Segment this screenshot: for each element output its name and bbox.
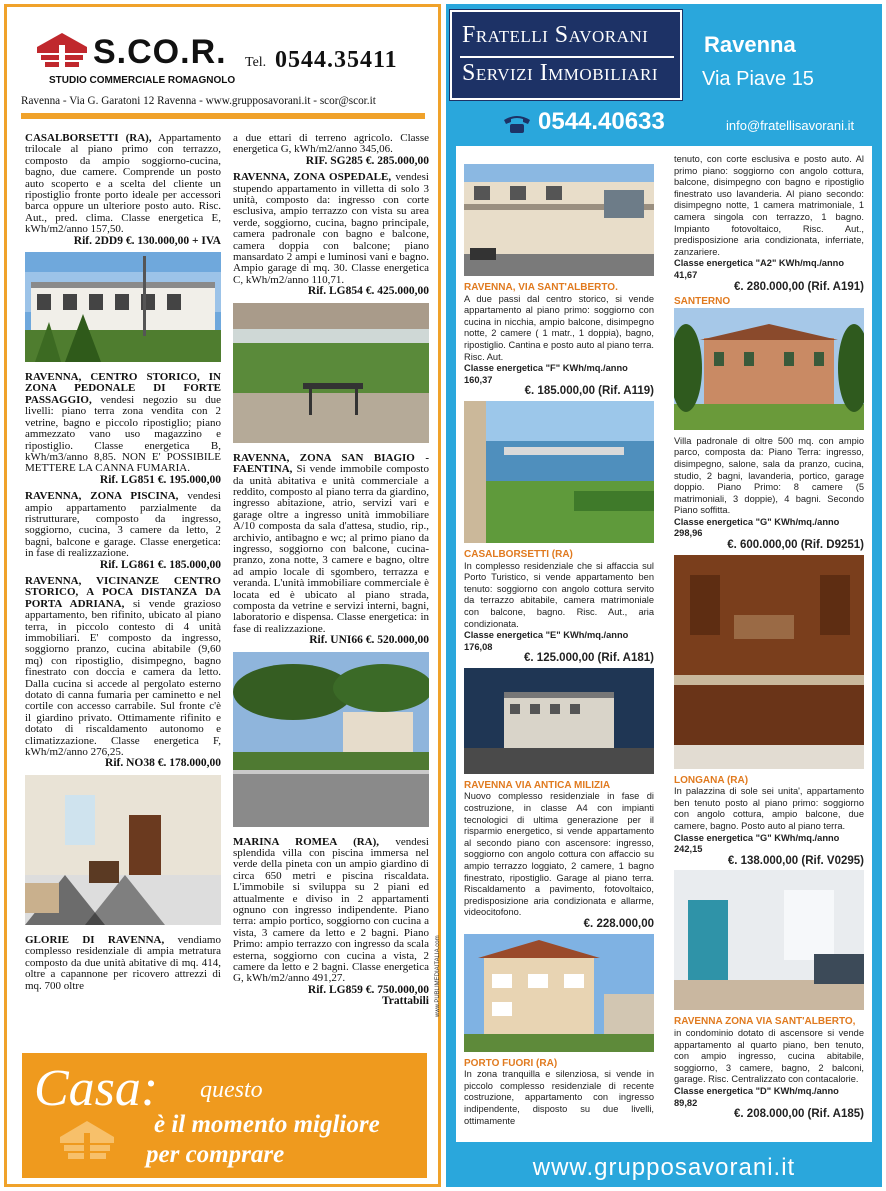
listing-ref: Rif. UNI66 €. 520.000,00: [309, 634, 429, 647]
listing: [25, 133, 221, 247]
listing-text: Villa padronale di oltre 500 mq. con ampio parco, composta da: Piano Terra: ingresso, disimpegno, salone, sala da pranzo, cucina, studio, 2 bagni, lavanderia, portico, garage doppio. Piano Primo: 8 camere (5 matrimoniali, 3 doppie), 4 bagni. Secondo Piano soffitta.: [674, 435, 864, 516]
listing-title: RAVENNA, ZONA PISCINA,: [25, 490, 179, 503]
listing-text: a due ettari di terreno agricolo. Classe energetica G, kWh/m2/anno 345,06.: [233, 132, 429, 156]
listing-price: €. 138.000,00 (Rif. V0295): [727, 854, 864, 867]
listing-price: €. 228.000,00: [583, 918, 654, 930]
listing-title: RAVENNA VIA ANTICA MILIZIA: [464, 779, 611, 791]
scor-tel-label: Tel.: [245, 55, 267, 70]
listing-ref-note: Trattabili: [381, 995, 429, 1008]
casa-banner: [22, 1053, 427, 1178]
listing-ref: RIF. SG285 €. 285.000,00: [305, 154, 429, 167]
logo-line-2: Servizi Immobiliari: [462, 60, 659, 86]
telephone-icon: [502, 114, 532, 134]
listing-text: si vende grazioso appartamento, ben rifinito, ubicato al piano terra, in piccolo contesto di 4 unità immobiliari. E' composto da ingresso, soggiorno pranzo, cucina abitabile (9,60 mq) con ripostiglio, disimpegno, bagno finestrato con doccia e camera da letto. Dalla cucina si accede al pergolato esterno dotato di canna fumaria per caminetto e nel cortile con accesso carrabile. Sul fronte c'è il giardino privato. Ottimamente rifinito e dotato di riscaldamento autonomo e climatizzazione. Classe energetica F, kWh/m2/anno 276,25.: [25, 597, 221, 759]
header-divider: [21, 113, 425, 119]
listing: [233, 837, 429, 1008]
listing-ref: Rif. LG854 €. 425.000,00: [307, 285, 429, 298]
listing-text: vendesi ampio appartamento parzialmente da ristrutturare, composto da ingresso, soggiorno, cucina, 3 camere da letto, 2 bagni, balcone e garage. Classe energetica: in fase di realizzazione.: [25, 490, 221, 560]
listing-price: €. 208.000,00 (Rif. A185): [734, 1108, 864, 1121]
listing-price: €. 280.000,00 (Rif. A191): [734, 280, 864, 293]
listing-title: RAVENNA, ZONA SAN BIAGIO - FAENTINA,: [233, 451, 429, 476]
savorani-logo: [450, 10, 682, 100]
listing: [233, 453, 429, 647]
listing-ref: Rif. LG861 €. 185.000,00: [99, 558, 221, 571]
listing-text: in condominio dotato di ascensore si vende appartamento al quarto piano, ben tenuto, con ampio ingresso, cucina abitabile, soggiorno, 3 camere, bagno, 2 balconi, garage. Risc. Centralizzato con contacalorie.: [674, 1028, 864, 1085]
photo-terrace: [233, 303, 429, 443]
listing-title: MARINA ROMEA (RA),: [233, 835, 380, 848]
energy-class: Classe energetica "D" KWh/mq./anno 89,82: [674, 1085, 839, 1108]
agency-website[interactable]: www.grupposavorani.it: [532, 1154, 796, 1181]
photo-porto: [464, 401, 654, 543]
savorani-page: [446, 4, 882, 1187]
energy-class: Classe energetica "E" KWh/mq./anno 176,08: [464, 630, 629, 652]
photo-villa-street: [233, 652, 429, 827]
photo-porto-fuori: [464, 934, 654, 1052]
savorani-column-2: [674, 154, 864, 1124]
scor-address: Ravenna - Via G. Garatoni 12 Ravenna - www.grupposavorani.it - scor@scor.it: [21, 95, 376, 107]
listing-title: RAVENNA, VIA SANT'ALBERTO.: [464, 282, 618, 293]
listing-title: PORTO FUORI (RA): [464, 1057, 558, 1069]
house-icon: [56, 1117, 118, 1167]
energy-class: Classe energetica "F" KWh/mq./anno 160,37: [464, 363, 628, 385]
listing-price: €. 600.000,00 (Rif. D9251): [727, 539, 864, 552]
scor-column-1: [25, 133, 221, 997]
listing-text: Appartamento trilocale al piano primo con terrazzo, composto da ampio soggiorno-cucina, bagno, due camere. Comprende un posto auto scoperto e a scelta del cliente un ripostiglio fronte porto ideale per accessori barca oppure un ulteriore posto auto. Risc. Aut., pred. clima. Classe energetica E, kWh/m2/anno 157,50.: [25, 132, 221, 236]
photo-kitchen: [674, 555, 864, 769]
scor-subtitle: STUDIO COMMERCIALE ROMAGNOLO: [49, 75, 236, 86]
agency-street: Via Piave 15: [702, 68, 814, 90]
listing-title: SANTERNO: [674, 296, 731, 308]
listing-text: vendesi splendida villa con piscina immersa nel verde della pineta con un ampio giardino di circa 650 metri e piscina riscaldata. L'immobile si sviluppa su 2 piani ed attualmente e diviso in 2 appartamenti ognuno con ingresso indipendente. Piano terra: ampio portico, soggiorno con cucina a vista, 3 camere da letto e 2 bagni. Piano Primo: ampio terrazzo con ingresso da scala esterna, soggiorno con cucina a vista, 2 camere da letto e 2 bagni. Classe energetica G, kWh/m2/anno 491,27.: [233, 835, 429, 985]
logo-divider: [460, 56, 674, 58]
listing-title: GLORIE DI RAVENNA,: [25, 933, 165, 946]
listing-text: In zona tranquilla e silenziosa, si vende in piccolo complesso residenziale di recente costruzione, appartamento con ingresso indipendente, disposto su due livelli, ottimamente: [464, 1069, 654, 1126]
listing-text: In palazzina di sole sei unita', appartamento ben tenuto posto al piano primo: soggiorno con angolo cottura, ampio balcone, due camere, bagno. Posto auto al piano terra.: [674, 786, 864, 832]
listing-text: vendiamo complesso residenziale di ampia metratura composto da due unità abitative di mq. 414, oltre a capannone per ricovero attrezzi di mq. 700 oltre: [25, 933, 221, 992]
listing: [25, 372, 221, 486]
listings-panel: [456, 146, 872, 1142]
photo-santerno: [674, 308, 864, 430]
photo-interior: [25, 775, 221, 925]
scor-phone: 0544.35411: [275, 47, 398, 73]
listing-text: Si vende immobile composto da unità abitativa e unità commerciale a reddito, composto al piano terra da giardino, ingresso abitazione, atrio, servizi vari e garage oltre a ingresso unità immobiliare A/10 composta da sala d'attesa, studio, rip., archivio, antibagno e wc; al primo piano da ingresso, soggiorno con balcone, cucina-pranzo, zona notte, 3 camere e bagno, oltre ad ampio locale di sgombero, terrazza e veranda. L'unità immobiliare commerciale è locata ed è ubicato al piano strada, composta da vetrine e servizi interni, bagni, laboratorio e dispensa. Classe energetica: in fase di realizzazione.: [233, 463, 429, 635]
listing-text: vendesi negozio su due livelli: piano terra zona vendita con 2 vetrine, bagno e piccolo ripostiglio; piano ammezzato vano uso magazzino e ripostiglio. Classe energetica B, kWh/m3/anno 8,85. NON E' POSSIBILE METTERE LA CANNA FUMARIA.: [25, 393, 221, 475]
listing-title: LONGANA (RA): [674, 774, 749, 786]
listing-text: tenuto, con corte esclusiva e posto auto. Al primo piano: soggiorno con angolo cottura, balcone, disimpegno con bagno e ripostiglio finestrato uso lavanderia. Al piano secondo: disimpegno notte, 1 camera matrimoniale, 1 camera singola con terrazzo, 1 bagno. Impianto fotovoltaico, Risc. Aut., predisposizione aria condizionata, inferriate, zanzariere.: [674, 154, 864, 257]
energy-class: Classe energetica "A2" KWh/mq./anno 41,67: [674, 258, 845, 280]
banner-line-2: è il momento migliore: [154, 1111, 380, 1138]
listing: [25, 935, 221, 992]
scor-column-2: [233, 133, 429, 1013]
listing-text: In complesso residenziale che si affaccia sul Porto Turistico, si vende appartamento ben tenuto: soggiorno con angolo cottura servito da terrazzo abitabile, camera matrimoniale con balcone, bagno. Risc. Aut., aria condizionata.: [464, 560, 654, 629]
listing-price: €. 185.000,00 (Rif. A119): [524, 385, 654, 398]
agency-email[interactable]: info@fratellisavorani.it: [726, 118, 855, 133]
scor-name: S.CO.R.: [93, 33, 227, 71]
listing-text: A due passi dal centro storico, si vende appartamento al piano primo: soggiorno con cucina in nicchia, ampio balcone, disimpegno notte, 2 camere ( 1 matr., 1 doppia), bagno, ripostiglio. Cantina e posto auto al piano terra. Risc. Aut.: [464, 293, 654, 362]
publisher-credit: www.PUBLIMEDIAITALIA.com: [435, 935, 441, 1017]
photo-casalborsetti: [25, 252, 221, 362]
listing-text: vendesi stupendo appartamento in villetta di solo 3 unità, composto da: ingresso con corte esclusiva, ampio terrazzo con vista su area verde, soggiorno, cucina, bagno principale, camera padronale con bagno e balcone, camera doppia con balcone; piano mansardato 2 ampi e luminosi vani e bagno. Ampio garage di mq. 30. Classe energetica C, kWh/m2/anno 110,71.: [233, 171, 429, 286]
listing-title: RAVENNA, ZONA OSPEDALE,: [233, 171, 392, 184]
listing-title: CASALBORSETTI (RA),: [25, 132, 152, 144]
listing-ref: Rif. NO38 €. 178.000,00: [105, 757, 221, 770]
listing-ref: Rif. LG851 €. 195.000,00: [99, 473, 221, 486]
listing: [233, 172, 429, 297]
scor-logo-icon: [33, 31, 91, 71]
listing-title: CASALBORSETTI (RA): [464, 548, 573, 560]
listing-price: €. 125.000,00 (Rif. A181): [524, 652, 654, 665]
agency-phone: 0544.40633: [538, 108, 665, 135]
energy-class: Classe energetica "G" KWh/mq./anno 298,96: [674, 516, 840, 539]
scor-header: [7, 7, 438, 117]
listing-ref: Rif. 2DD9 €. 130.000,00 + IVA: [73, 234, 221, 247]
listing: [25, 491, 221, 571]
listing-title: RAVENNA, VICINANZE CENTRO STORICO, A POCA DISTANZA DA PORTA ADRIANA,: [25, 574, 221, 610]
listing: [233, 133, 429, 167]
listing-title: RAVENNA, CENTRO STORICO, IN ZONA PEDONALE DI FORTE PASSAGGIO,: [25, 371, 221, 406]
logo-line-1: Fratelli Savorani: [462, 22, 649, 48]
banner-line-3: per comprare: [146, 1141, 285, 1168]
listing-text: Nuovo complesso residenziale in fase di costruzione, in classe A4 con impianti tecnologici di ultima generazione per il risparmio energetico, si vende appartamento al secondo piano con ascensore: ingresso, soggiorno con angolo cottura con affaccio su ampio terrazzo loggiato, 2 camere, 1 bagno finestrato, ripostiglio. Garage al piano terra. Riscaldamento a pavimento, fotovoltaico, predisposizione aria condizionata e allarme, videocitofono.: [464, 791, 654, 918]
photo-via-santalberto: [464, 164, 654, 276]
scor-page: [4, 4, 441, 1187]
savorani-column-1: [464, 164, 654, 1127]
banner-word: Casa:: [34, 1060, 159, 1117]
photo-living-room: [674, 870, 864, 1010]
agency-city: Ravenna: [704, 32, 796, 57]
listing-title: RAVENNA ZONA VIA SANT'ALBERTO,: [674, 1016, 856, 1028]
photo-antica-milizia: [464, 668, 654, 774]
energy-class: Classe energetica "G" KWh/mq./anno 242,15: [674, 832, 840, 855]
banner-line-1: questo: [200, 1077, 263, 1103]
listing: [25, 576, 221, 770]
listing-ref: Rif. LG859 €. 750.000,00: [307, 983, 429, 996]
